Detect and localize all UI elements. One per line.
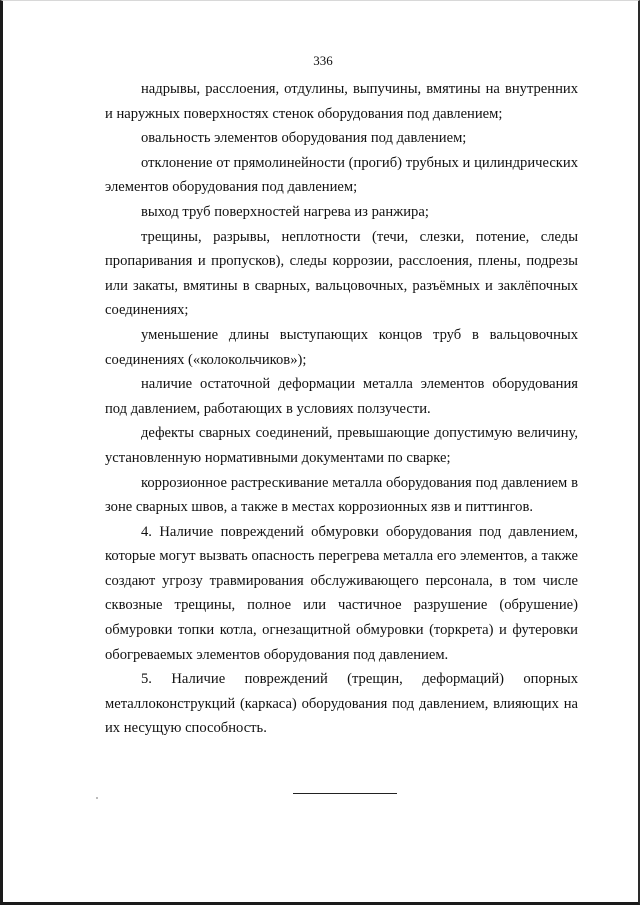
paragraph-tube-alignment: выход труб поверхностей нагрева из ранжира; [141, 203, 429, 220]
paragraph-item-5: 5. Наличие повреждений (трещин, деформаций) опорных металлоконструкций (каркаса) оборудования под давлением, влияющих на их несущую способность. [105, 671, 578, 737]
page-number: 336 [313, 53, 333, 68]
end-divider-line [293, 793, 397, 794]
paragraph-weld-defects: дефекты сварных соединений, превышающие допустимую величину, установленную нормативными документами по сварке; [105, 425, 578, 466]
scan-artifact [96, 797, 98, 799]
paragraph-residual-deformation: наличие остаточной деформации металла элементов оборудования под давлением, работающих в условиях ползучести. [105, 376, 578, 417]
paragraph-straightness-deviation: отклонение от прямолинейности (прогиб) трубных и цилиндрических элементов оборудования под давлением; [105, 154, 578, 196]
paragraph-ovality: овальность элементов оборудования под давлением; [141, 130, 467, 147]
paragraph-item-4: 4. Наличие повреждений обмуровки оборудования под давлением, которые могут вызвать опасность перегрева металла его элементов, а также создают угрозу травмирования обслуживающего персонала, в том числе сквозные трещины, полное или частичное разрушение (обрушение) обмуровки топки котла, огнезащитной обмуровки (торкрета) и футеровки обогреваемых элементов оборудования под давлением. [105, 523, 578, 663]
paragraph-tears-delamination: надрывы, расслоения, отдулины, выпучины, вмятины на внутренних и наружных поверхностях стенок оборудования под давлением; [105, 81, 578, 122]
paragraph-corrosion-cracking: коррозионное растрескивание металла оборудования под давлением в зоне сварных швов, а также в местах коррозионных язв и питтингов. [105, 474, 578, 516]
paragraph-tube-ends: уменьшение длины выступающих концов труб в вальцовочных соединениях («колокольчиков»); [105, 326, 578, 368]
document-body [105, 77, 578, 741]
paragraph-cracks-leaks: трещины, разрывы, неплотности (течи, слезки, потение, следы пропаривания и пропусков), следы коррозии, расслоения, плены, подрезы или закаты, вмятины в сварных, вальцовочных, разъёмных и заклёпочных соединениях; [105, 228, 578, 319]
